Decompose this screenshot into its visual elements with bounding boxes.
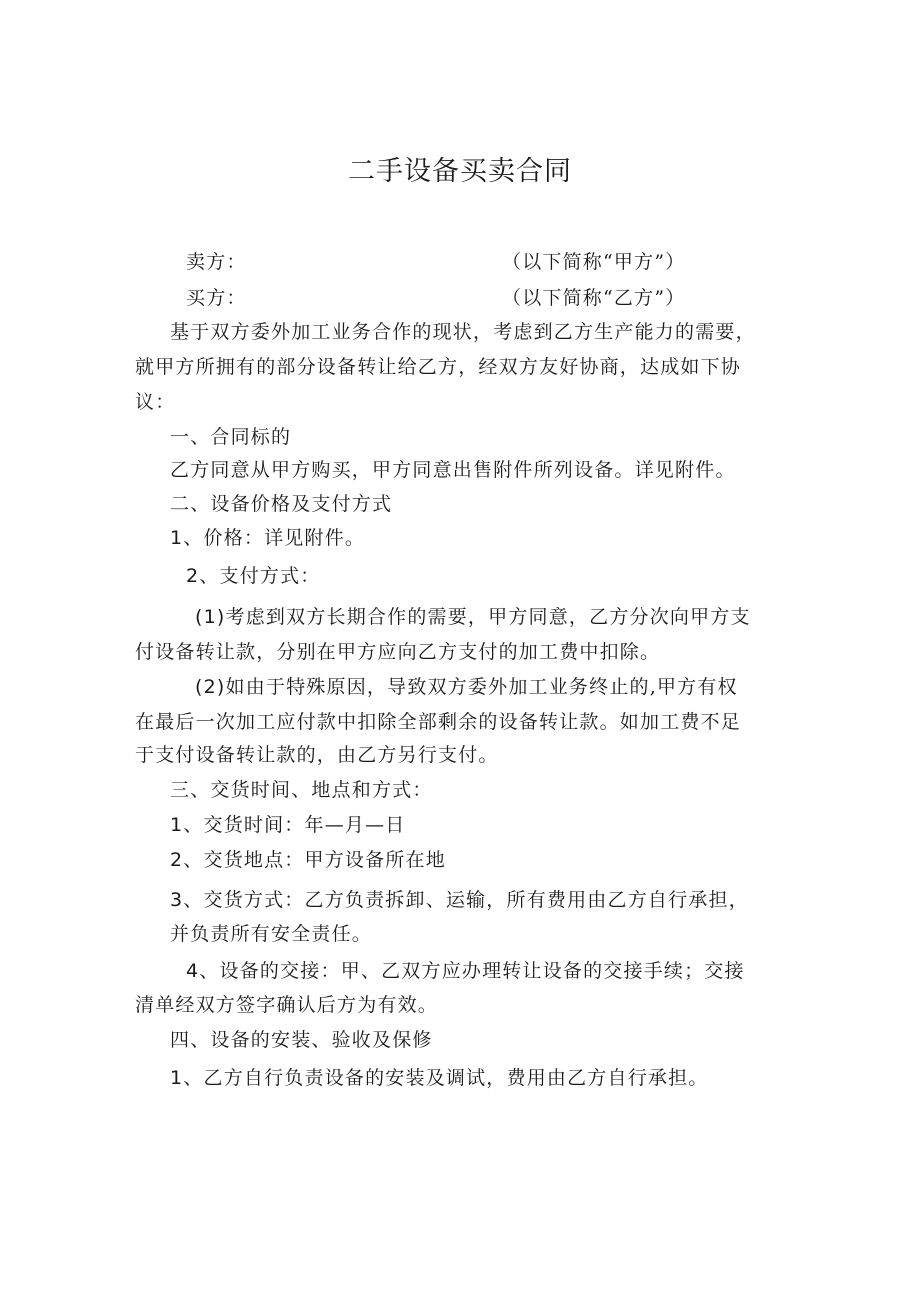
section-2-item-2 [186, 562, 321, 590]
item-text: 、设备的交接：甲、乙双方应办理转让设备的交接手续；交接 [199, 960, 745, 982]
sub-item-text: 如由于特殊原因，导致双方委外加工业务终止的,甲方有权 [225, 676, 738, 698]
sub-item-text: 考虑到双方长期合作的需要，甲方同意，乙方分次向甲方支 [225, 606, 751, 628]
item-text: 、交货时间：年—月—日 [183, 814, 406, 836]
preamble-line-2: 就甲方所拥有的部分设备转让给乙方，经双方友好协商，达成如下协 [135, 356, 742, 378]
section-2-sub-2-line-2: 在最后一次加工应付款中扣除全部剩余的设备转让款。如加工费不足 [135, 711, 742, 733]
item-text: 、价格：详见附件。 [183, 527, 366, 549]
preamble-line-1: 基于双方委外加工业务合作的现状，考虑到乙方生产能力的需要， [170, 321, 756, 343]
section-2-sub-2-line-3: 于支付设备转让款的，由乙方另行支付。 [135, 744, 499, 766]
section-4-item-1 [170, 1064, 709, 1092]
item-number: 2 [186, 565, 200, 587]
section-1-heading: 一、合同标的 [170, 426, 292, 448]
item-text: 、交货地点：甲方设备所在地 [183, 849, 446, 871]
section-2-item-1 [170, 524, 365, 552]
item-text: 、乙方自行负责设备的安装及调试，费用由乙方自行承担。 [183, 1067, 709, 1089]
section-3-item-3-line-1 [170, 886, 749, 914]
section-3-heading: 三、交货时间、地点和方式： [170, 779, 433, 801]
section-4-heading: 四、设备的安装、验收及保修 [170, 1029, 433, 1051]
item-number: 3 [170, 889, 184, 911]
sub-item-number: (2) [195, 676, 226, 698]
item-text: 、交货方式：乙方负责拆卸、运输，所有费用由乙方自行承担， [183, 889, 749, 911]
section-1-body: 乙方同意从甲方购买，甲方同意出售附件所列设备。详见附件。 [170, 459, 736, 481]
section-2-heading: 二、设备价格及支付方式 [170, 493, 393, 515]
sub-item-number: (1) [195, 606, 226, 628]
item-text: 、支付方式： [199, 565, 321, 587]
item-number: 2 [170, 849, 184, 871]
section-3-item-3-line-2: 并负责所有安全责任。 [170, 923, 373, 945]
buyer-note: （以下简称“乙方”） [502, 287, 686, 309]
section-3-item-4-line-2: 清单经双方签字确认后方为有效。 [135, 994, 439, 1016]
document-title: 二手设备买卖合同 [348, 156, 572, 187]
item-number: 4 [186, 960, 200, 982]
item-number: 1 [170, 527, 184, 549]
seller-note: （以下简称“甲方”） [502, 251, 686, 273]
item-number: 1 [170, 1067, 184, 1089]
seller-label: 卖方： [186, 251, 247, 273]
section-3-item-2 [170, 846, 446, 874]
preamble-line-3: 议： [135, 391, 176, 413]
buyer-label: 买方： [186, 287, 247, 309]
section-3-item-4-line-1 [186, 957, 745, 985]
section-2-sub-2-line-1 [195, 673, 738, 701]
item-number: 1 [170, 814, 184, 836]
section-3-item-1 [170, 811, 406, 839]
section-2-sub-1-line-1 [195, 603, 751, 631]
section-2-sub-1-line-2: 付设备转让款，分别在甲方应向乙方支付的加工费中扣除。 [135, 641, 661, 663]
